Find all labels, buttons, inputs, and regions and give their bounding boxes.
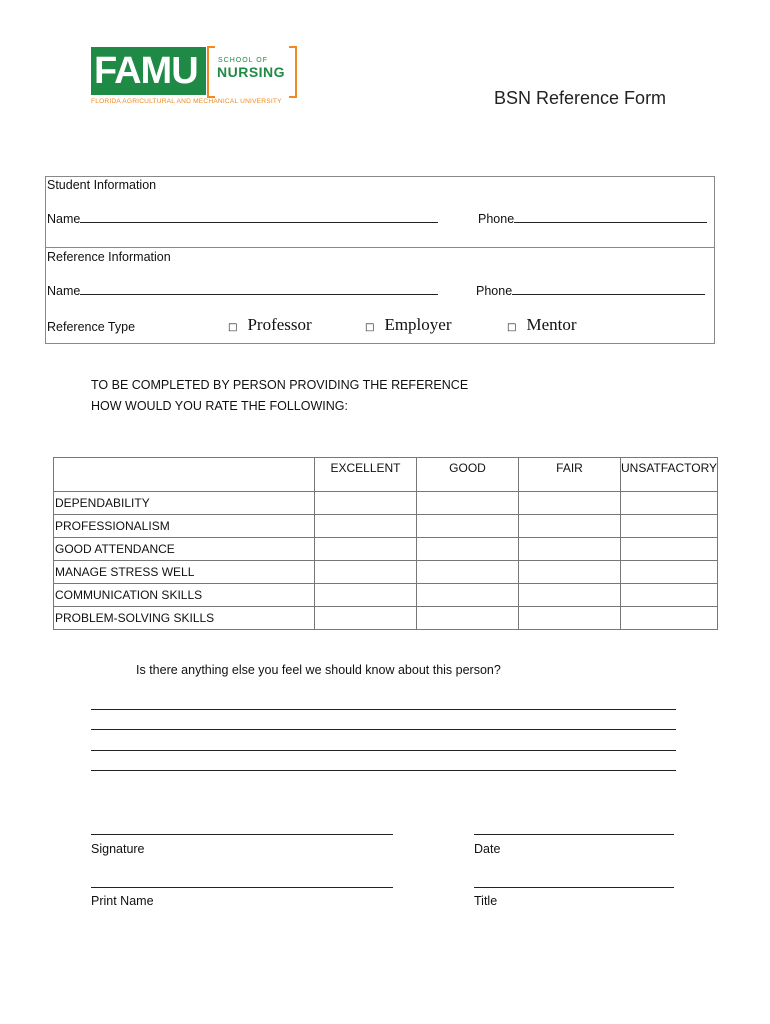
reference-phone-label: Phone xyxy=(476,284,513,298)
reference-name-label: Name xyxy=(47,284,81,298)
option-professor-label: Professor xyxy=(247,315,312,334)
col-fair: FAIR xyxy=(519,458,621,492)
student-info-header: Student Information xyxy=(47,178,157,192)
logo-nursing: NURSING xyxy=(217,64,286,80)
rating-cell[interactable] xyxy=(519,492,621,515)
checkbox-icon[interactable]: □ xyxy=(228,322,238,333)
page-title: BSN Reference Form xyxy=(494,88,667,108)
table-row xyxy=(54,561,718,584)
table-row xyxy=(54,607,718,630)
col-good: GOOD xyxy=(417,458,519,492)
row-label: PROBLEM-SOLVING SKILLS xyxy=(54,607,315,630)
student-name-line[interactable] xyxy=(80,211,438,223)
rating-table xyxy=(53,457,718,630)
table-row xyxy=(54,515,718,538)
title-label: Title xyxy=(474,894,498,908)
info-divider xyxy=(45,247,715,248)
table-row xyxy=(54,538,718,561)
reference-name-field[interactable] xyxy=(47,283,438,298)
rating-cell[interactable] xyxy=(315,492,417,515)
rating-cell[interactable] xyxy=(621,492,718,515)
title-line[interactable] xyxy=(474,887,674,888)
reference-name-line[interactable] xyxy=(80,283,438,295)
logo-school-of: SCHOOL OF xyxy=(218,57,268,64)
rating-header-row xyxy=(54,458,718,492)
rating-cell[interactable] xyxy=(417,538,519,561)
logo-bracket-right xyxy=(289,46,297,98)
rating-cell[interactable] xyxy=(519,538,621,561)
print-name-line[interactable] xyxy=(91,887,393,888)
logo-bracket-left xyxy=(207,46,215,98)
table-row xyxy=(54,492,718,515)
rating-cell[interactable] xyxy=(621,607,718,630)
rating-cell[interactable] xyxy=(417,607,519,630)
reference-info-header: Reference Information xyxy=(47,250,171,264)
col-excellent: EXCELLENT xyxy=(315,458,417,492)
rating-cell[interactable] xyxy=(621,561,718,584)
option-employer-label: Employer xyxy=(384,315,452,334)
rating-cell[interactable] xyxy=(519,584,621,607)
rating-header-blank xyxy=(54,458,315,492)
signature-label: Signature xyxy=(91,842,145,856)
rating-cell[interactable] xyxy=(621,584,718,607)
checkbox-icon[interactable]: □ xyxy=(507,322,517,333)
row-label: GOOD ATTENDANCE xyxy=(54,538,315,561)
student-phone-label: Phone xyxy=(478,212,515,226)
rating-cell[interactable] xyxy=(315,538,417,561)
date-label: Date xyxy=(474,842,501,856)
rating-cell[interactable] xyxy=(519,607,621,630)
row-label: MANAGE STRESS WELL xyxy=(54,561,315,584)
table-row xyxy=(54,584,718,607)
option-professor[interactable] xyxy=(228,315,312,335)
row-label: COMMUNICATION SKILLS xyxy=(54,584,315,607)
reference-type-label: Reference Type xyxy=(47,320,136,334)
checkbox-icon[interactable]: □ xyxy=(365,322,375,333)
comment-line-3[interactable] xyxy=(91,750,676,751)
rating-cell[interactable] xyxy=(519,561,621,584)
rating-cell[interactable] xyxy=(621,538,718,561)
rating-cell[interactable] xyxy=(519,515,621,538)
student-name-field[interactable] xyxy=(47,211,438,226)
print-name-label: Print Name xyxy=(91,894,154,908)
rating-cell[interactable] xyxy=(315,561,417,584)
reference-phone-line[interactable] xyxy=(512,283,705,295)
instruction-line-1: TO BE COMPLETED BY PERSON PROVIDING THE REFERENCE xyxy=(91,378,469,392)
comment-line-2[interactable] xyxy=(91,729,676,730)
instruction-line-2: HOW WOULD YOU RATE THE FOLLOWING: xyxy=(91,399,348,413)
reference-phone-field[interactable] xyxy=(476,283,705,298)
rating-cell[interactable] xyxy=(417,492,519,515)
additional-question: Is there anything else you feel we should know about this person? xyxy=(136,663,501,677)
date-line[interactable] xyxy=(474,834,674,835)
comment-line-4[interactable] xyxy=(91,770,676,771)
rating-cell[interactable] xyxy=(417,584,519,607)
student-name-label: Name xyxy=(47,212,81,226)
option-employer[interactable] xyxy=(365,315,452,335)
rating-cell[interactable] xyxy=(315,515,417,538)
col-unsatisfactory: UNSATFACTORY xyxy=(621,458,718,492)
rating-cell[interactable] xyxy=(417,515,519,538)
comment-line-1[interactable] xyxy=(91,709,676,710)
row-label: DEPENDABILITY xyxy=(54,492,315,515)
rating-cell[interactable] xyxy=(315,584,417,607)
rating-cell[interactable] xyxy=(315,607,417,630)
rating-cell[interactable] xyxy=(417,561,519,584)
signature-line[interactable] xyxy=(91,834,393,835)
student-phone-field[interactable] xyxy=(478,211,707,226)
logo-famu-text: FAMU xyxy=(94,50,198,92)
option-mentor-label: Mentor xyxy=(526,315,577,334)
rating-cell[interactable] xyxy=(621,515,718,538)
option-mentor[interactable] xyxy=(507,315,577,335)
student-phone-line[interactable] xyxy=(514,211,707,223)
logo-university: FLORIDA AGRICULTURAL AND MECHANICAL UNIVERSITY xyxy=(91,98,282,105)
row-label: PROFESSIONALISM xyxy=(54,515,315,538)
